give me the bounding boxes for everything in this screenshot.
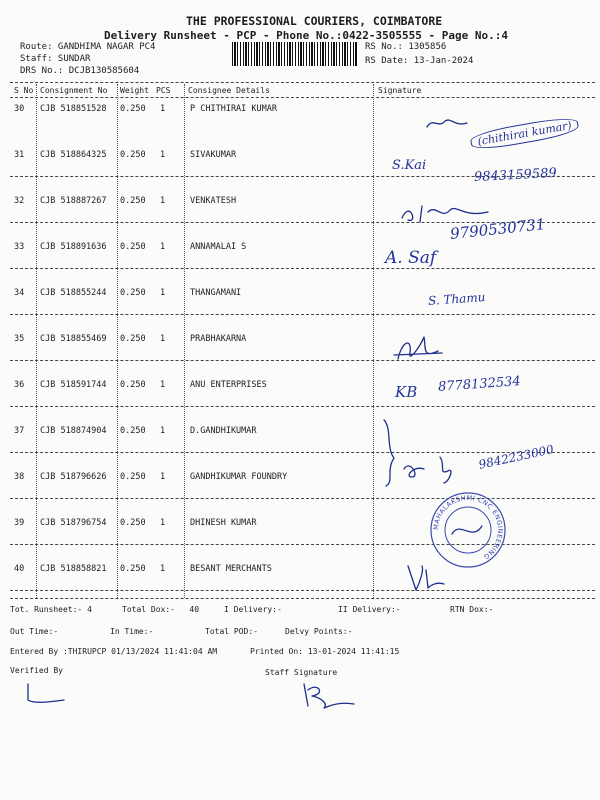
row-pcs: 1	[160, 150, 166, 160]
row-weight: 0.250	[120, 242, 146, 252]
row-consignee: D.GANDHIKUMAR	[190, 426, 257, 436]
handwritten-phone-r36: 8778132534	[437, 374, 522, 395]
row-pcs: 1	[160, 242, 166, 252]
total-pod: Total POD:-	[205, 627, 258, 636]
row-sno: 31	[14, 150, 25, 160]
row-pcs: 1	[160, 380, 166, 390]
handwritten-sig-r33: A. Saf	[385, 248, 437, 268]
handwritten-sig-r34: S. Thamu	[427, 290, 486, 308]
in-time: In Time:-	[110, 627, 154, 636]
i-delivery: I Delivery:-	[224, 605, 282, 614]
row-consignment-no: CJB 518891636	[40, 242, 107, 252]
col-consignee: Consignee Details	[188, 86, 270, 95]
row-pcs: 1	[160, 564, 166, 574]
row-separator	[10, 268, 595, 269]
staff-label: Staff: SUNDAR	[20, 54, 91, 64]
col-divider	[117, 84, 118, 598]
row-weight: 0.250	[120, 564, 146, 574]
tot-runsheet: Tot. Runsheet:- 4	[10, 605, 92, 614]
row-weight: 0.250	[120, 288, 146, 298]
row-pcs: 1	[160, 518, 166, 528]
row-sno: 37	[14, 426, 25, 436]
company-stamp	[428, 490, 508, 570]
row-consignment-no: CJB 518591744	[40, 380, 107, 390]
row-consignment-no: CJB 518874904	[40, 426, 107, 436]
out-time: Out Time:-	[10, 627, 59, 636]
row-separator	[10, 406, 595, 407]
row-weight: 0.250	[120, 472, 146, 482]
entered-by: Entered By :THIRUPCP 01/13/2024 11:41:04 AM	[10, 647, 218, 656]
row-pcs: 1	[160, 196, 166, 206]
col-pcs: PCS	[156, 86, 171, 95]
rs-date: RS Date: 13-Jan-2024	[365, 56, 474, 66]
col-divider	[373, 84, 374, 598]
row-consignee: ANU ENTERPRISES	[190, 380, 267, 390]
row-weight: 0.250	[120, 518, 146, 528]
row-consignee: ANNAMALAI S	[190, 242, 247, 252]
handwritten-phone-r31: 9843159589	[473, 165, 558, 186]
row-consignee: PRABHAKARNA	[190, 334, 247, 344]
row-separator	[10, 360, 595, 361]
col-signature: Signature	[378, 86, 422, 95]
stamp-text: MAHALAKSHMI CNC ENGINEERING	[431, 493, 505, 562]
row-pcs: 1	[160, 288, 166, 298]
svg-text:MAHALAKSHMI CNC ENGINEERING	[432, 494, 504, 561]
handwritten-name-r30: (chithirai kumar)	[469, 115, 580, 153]
col-divider	[36, 84, 37, 598]
row-pcs: 1	[160, 472, 166, 482]
totals-rule	[10, 598, 595, 599]
row-consignment-no: CJB 518855244	[40, 288, 107, 298]
staff-signature-label: Staff Signature	[265, 668, 338, 677]
col-weight: Weight	[120, 86, 149, 95]
row-consignment-no: CJB 518796754	[40, 518, 107, 528]
drs-number: DRS No.: DCJB130585604	[20, 66, 140, 76]
row-sno: 34	[14, 288, 25, 298]
verified-by: Verified By	[10, 666, 63, 675]
row-sno: 38	[14, 472, 25, 482]
row-consignee: GANDHIKUMAR FOUNDRY	[190, 472, 288, 482]
row-weight: 0.250	[120, 104, 146, 114]
row-weight: 0.250	[120, 426, 146, 436]
printed-on: Printed On: 13-01-2024 11:41:15	[250, 647, 400, 656]
total-dox: Total Dox:- 40	[122, 605, 200, 614]
row-weight: 0.250	[120, 380, 146, 390]
barcode-image	[232, 42, 358, 66]
row-pcs: 1	[160, 334, 166, 344]
row-consignment-no: CJB 518858821	[40, 564, 107, 574]
row-weight: 0.250	[120, 196, 146, 206]
row-consignee: P CHITHIRAI KUMAR	[190, 104, 277, 114]
row-consignment-no: CJB 518887267	[40, 196, 107, 206]
rs-number: RS No.: 1305856	[365, 42, 447, 52]
handwritten-phone-r38: 9842233000	[477, 442, 555, 472]
row-consignee: BESANT MERCHANTS	[190, 564, 272, 574]
row-consignee: DHINESH KUMAR	[190, 518, 257, 528]
ii-delivery: II Delivery:-	[338, 605, 401, 614]
row-consignment-no: CJB 518855469	[40, 334, 107, 344]
row-separator	[10, 590, 595, 591]
col-consignment: Consignment No	[40, 86, 108, 95]
row-sno: 30	[14, 104, 25, 114]
row-separator	[10, 314, 595, 315]
row-sno: 35	[14, 334, 25, 344]
row-sno: 39	[14, 518, 25, 528]
signature-r38	[400, 455, 475, 485]
signature-r35	[392, 333, 447, 365]
handwritten-phone-r32: 9790530731	[449, 215, 547, 243]
delvy-points: Delvy Points:-	[285, 627, 353, 636]
row-weight: 0.250	[120, 334, 146, 344]
row-consignee: VENKATESH	[190, 196, 237, 206]
col-divider	[184, 84, 185, 598]
signature-r40	[402, 562, 447, 594]
header-rule-bottom	[10, 97, 595, 98]
row-consignee: THANGAMANI	[190, 288, 242, 298]
rtn-dox: RTN Dox:-	[450, 605, 494, 614]
row-consignment-no: CJB 518796626	[40, 472, 107, 482]
company-title: THE PROFESSIONAL COURIERS, COIMBATORE	[186, 14, 443, 28]
row-sno: 32	[14, 196, 25, 206]
signature-r30	[425, 115, 470, 135]
row-consignment-no: CJB 518851528	[40, 104, 107, 114]
row-pcs: 1	[160, 426, 166, 436]
staff-signature	[298, 680, 358, 712]
header-rule-top	[10, 82, 595, 83]
route-label: Route: GANDHIMA NAGAR PC4	[20, 42, 156, 52]
verifier-signature	[22, 682, 67, 706]
col-sno: S No	[14, 86, 34, 95]
row-weight: 0.250	[120, 150, 146, 160]
row-consignment-no: CJB 518864325	[40, 150, 107, 160]
row-pcs: 1	[160, 104, 166, 114]
row-consignee: SIVAKUMAR	[190, 150, 237, 160]
row-sno: 33	[14, 242, 25, 252]
row-sno: 40	[14, 564, 25, 574]
row-sno: 36	[14, 380, 25, 390]
handwritten-sig-r36: KB	[395, 383, 418, 401]
handwritten-sig-r31: S.Kai	[392, 158, 427, 173]
runsheet-subtitle: Delivery Runsheet - PCP - Phone No.:0422-3505555 - Page No.:4	[104, 29, 508, 42]
